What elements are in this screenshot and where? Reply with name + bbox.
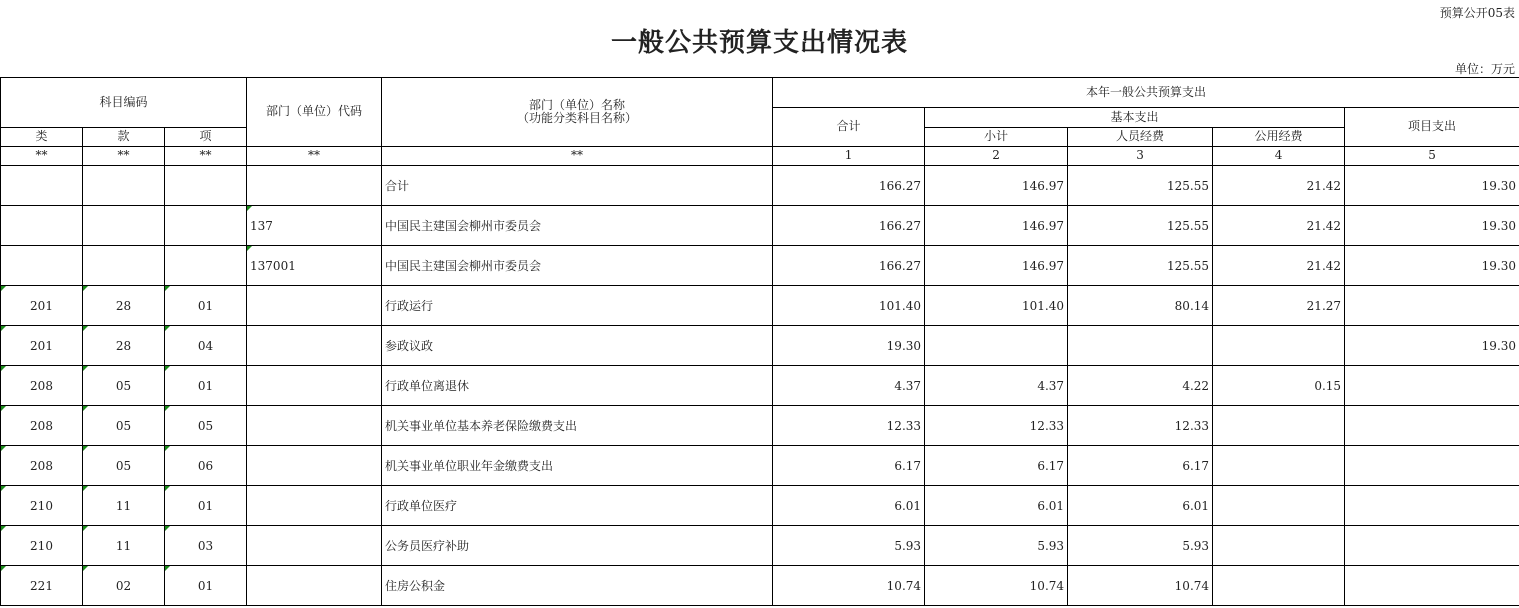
cell-xiang: 01 (165, 286, 247, 326)
cell-subtotal: 6.17 (925, 446, 1068, 486)
cell-kuan (83, 166, 165, 206)
table-row (1, 486, 1519, 526)
cell-lei: 208 (1, 406, 83, 446)
table-row (1, 566, 1519, 606)
index-cell: ** (247, 147, 382, 166)
header-personnel: 人员经费 (1068, 128, 1213, 147)
cell-personnel: 125.55 (1068, 166, 1213, 206)
cell-personnel: 80.14 (1068, 286, 1213, 326)
cell-public (1213, 326, 1345, 366)
cell-xiang: 04 (165, 326, 247, 366)
cell-total: 19.30 (773, 326, 925, 366)
cell-personnel: 125.55 (1068, 246, 1213, 286)
header-kuan: 款 (83, 128, 165, 147)
cell-subtotal: 5.93 (925, 526, 1068, 566)
cell-project (1345, 286, 1519, 326)
cell-dept-code (247, 406, 382, 446)
table-row (1, 246, 1519, 286)
table-row (1, 326, 1519, 366)
cell-dept-code (247, 326, 382, 366)
cell-kuan: 02 (83, 566, 165, 606)
cell-xiang (165, 246, 247, 286)
cell-lei: 210 (1, 526, 83, 566)
index-cell: ** (1, 147, 83, 166)
cell-xiang: 01 (165, 486, 247, 526)
header-dept-name (382, 78, 773, 147)
cell-kuan: 05 (83, 406, 165, 446)
cell-kuan: 11 (83, 486, 165, 526)
header-dept-code: 部门（单位）代码 (247, 78, 382, 147)
header-public: 公用经费 (1213, 128, 1345, 147)
cell-dept-name: 合计 (382, 166, 773, 206)
cell-project (1345, 446, 1519, 486)
cell-dept-code (247, 286, 382, 326)
cell-dept-code (247, 526, 382, 566)
index-cell: ** (165, 147, 247, 166)
cell-total: 5.93 (773, 526, 925, 566)
cell-dept-name: 机关事业单位职业年金缴费支出 (382, 446, 773, 486)
cell-total: 6.01 (773, 486, 925, 526)
cell-subtotal: 146.97 (925, 206, 1068, 246)
cell-subtotal: 101.40 (925, 286, 1068, 326)
cell-project (1345, 566, 1519, 606)
cell-lei: 201 (1, 326, 83, 366)
cell-xiang (165, 166, 247, 206)
cell-public (1213, 406, 1345, 446)
cell-lei (1, 166, 83, 206)
cell-project: 19.30 (1345, 326, 1519, 366)
cell-personnel: 6.01 (1068, 486, 1213, 526)
cell-subtotal: 12.33 (925, 406, 1068, 446)
cell-dept-name: 中国民主建国会柳州市委员会 (382, 246, 773, 286)
cell-kuan (83, 206, 165, 246)
cell-project (1345, 486, 1519, 526)
cell-public: 21.42 (1213, 166, 1345, 206)
cell-dept-code (247, 446, 382, 486)
table-row (1, 206, 1519, 246)
cell-lei: 210 (1, 486, 83, 526)
cell-total: 166.27 (773, 166, 925, 206)
cell-personnel: 4.22 (1068, 366, 1213, 406)
cell-kuan: 05 (83, 446, 165, 486)
cell-subtotal: 146.97 (925, 166, 1068, 206)
index-cell: 4 (1213, 147, 1345, 166)
index-cell: 3 (1068, 147, 1213, 166)
cell-subtotal: 6.01 (925, 486, 1068, 526)
cell-project: 19.30 (1345, 166, 1519, 206)
cell-dept-name: 参政议政 (382, 326, 773, 366)
cell-xiang: 01 (165, 366, 247, 406)
header-basic: 基本支出 (925, 108, 1345, 128)
header-current-year: 本年一般公共预算支出 (773, 78, 1519, 108)
cell-subtotal (925, 326, 1068, 366)
cell-public (1213, 486, 1345, 526)
header-subtotal: 小计 (925, 128, 1068, 147)
table-row (1, 526, 1519, 566)
cell-dept-name: 住房公积金 (382, 566, 773, 606)
cell-total: 101.40 (773, 286, 925, 326)
table-code-label: 预算公开05表 (1439, 6, 1515, 20)
header-dept-name-line1: 部门（单位）名称 (529, 97, 626, 112)
cell-dept-code (247, 166, 382, 206)
cell-dept-name: 行政单位离退休 (382, 366, 773, 406)
cell-public: 0.15 (1213, 366, 1345, 406)
cell-dept-code (247, 366, 382, 406)
cell-subtotal: 4.37 (925, 366, 1068, 406)
cell-xiang: 05 (165, 406, 247, 446)
cell-dept-name: 中国民主建国会柳州市委员会 (382, 206, 773, 246)
unit-label: 单位：万元 (1454, 62, 1515, 76)
cell-project (1345, 526, 1519, 566)
cell-personnel: 12.33 (1068, 406, 1213, 446)
cell-dept-name: 机关事业单位基本养老保险缴费支出 (382, 406, 773, 446)
cell-public (1213, 446, 1345, 486)
cell-xiang: 03 (165, 526, 247, 566)
cell-personnel: 6.17 (1068, 446, 1213, 486)
cell-lei: 208 (1, 366, 83, 406)
index-cell: 2 (925, 147, 1068, 166)
cell-total: 10.74 (773, 566, 925, 606)
cell-dept-code (247, 486, 382, 526)
cell-project (1345, 366, 1519, 406)
cell-xiang: 06 (165, 446, 247, 486)
index-cell: ** (83, 147, 165, 166)
cell-kuan: 28 (83, 326, 165, 366)
index-cell: ** (382, 147, 773, 166)
header-dept-name-line2: （功能分类科目名称） (517, 111, 638, 125)
cell-lei (1, 246, 83, 286)
cell-total: 6.17 (773, 446, 925, 486)
cell-lei: 221 (1, 566, 83, 606)
cell-project: 19.30 (1345, 206, 1519, 246)
cell-xiang (165, 206, 247, 246)
cell-subtotal: 146.97 (925, 246, 1068, 286)
header-xiang: 项 (165, 128, 247, 147)
index-cell: 5 (1345, 147, 1519, 166)
header-project: 项目支出 (1345, 108, 1519, 147)
cell-xiang: 01 (165, 566, 247, 606)
table-row (1, 166, 1519, 206)
cell-dept-name: 行政运行 (382, 286, 773, 326)
cell-personnel: 125.55 (1068, 206, 1213, 246)
cell-public (1213, 526, 1345, 566)
cell-project: 19.30 (1345, 246, 1519, 286)
cell-total: 12.33 (773, 406, 925, 446)
index-cell: 1 (773, 147, 925, 166)
cell-kuan: 11 (83, 526, 165, 566)
cell-dept-name: 行政单位医疗 (382, 486, 773, 526)
cell-public: 21.42 (1213, 206, 1345, 246)
cell-project (1345, 406, 1519, 446)
cell-dept-code: 137001 (247, 246, 382, 286)
cell-lei (1, 206, 83, 246)
cell-public: 21.27 (1213, 286, 1345, 326)
page-title: 一般公共预算支出情况表 (610, 28, 908, 58)
cell-kuan (83, 246, 165, 286)
cell-subtotal: 10.74 (925, 566, 1068, 606)
cell-public (1213, 566, 1345, 606)
cell-personnel: 5.93 (1068, 526, 1213, 566)
table-row (1, 366, 1519, 406)
cell-personnel: 10.74 (1068, 566, 1213, 606)
cell-kuan: 28 (83, 286, 165, 326)
cell-lei: 208 (1, 446, 83, 486)
cell-total: 166.27 (773, 206, 925, 246)
table-row (1, 286, 1519, 326)
cell-dept-code: 137 (247, 206, 382, 246)
cell-total: 166.27 (773, 246, 925, 286)
cell-dept-name: 公务员医疗补助 (382, 526, 773, 566)
cell-personnel (1068, 326, 1213, 366)
header-subject-code: 科目编码 (1, 78, 247, 128)
header-total: 合计 (773, 108, 925, 147)
table-row (1, 406, 1519, 446)
table-row (1, 446, 1519, 486)
header-lei: 类 (1, 128, 83, 147)
cell-dept-code (247, 566, 382, 606)
cell-public: 21.42 (1213, 246, 1345, 286)
cell-kuan: 05 (83, 366, 165, 406)
cell-total: 4.37 (773, 366, 925, 406)
budget-table (0, 77, 1519, 606)
cell-lei: 201 (1, 286, 83, 326)
